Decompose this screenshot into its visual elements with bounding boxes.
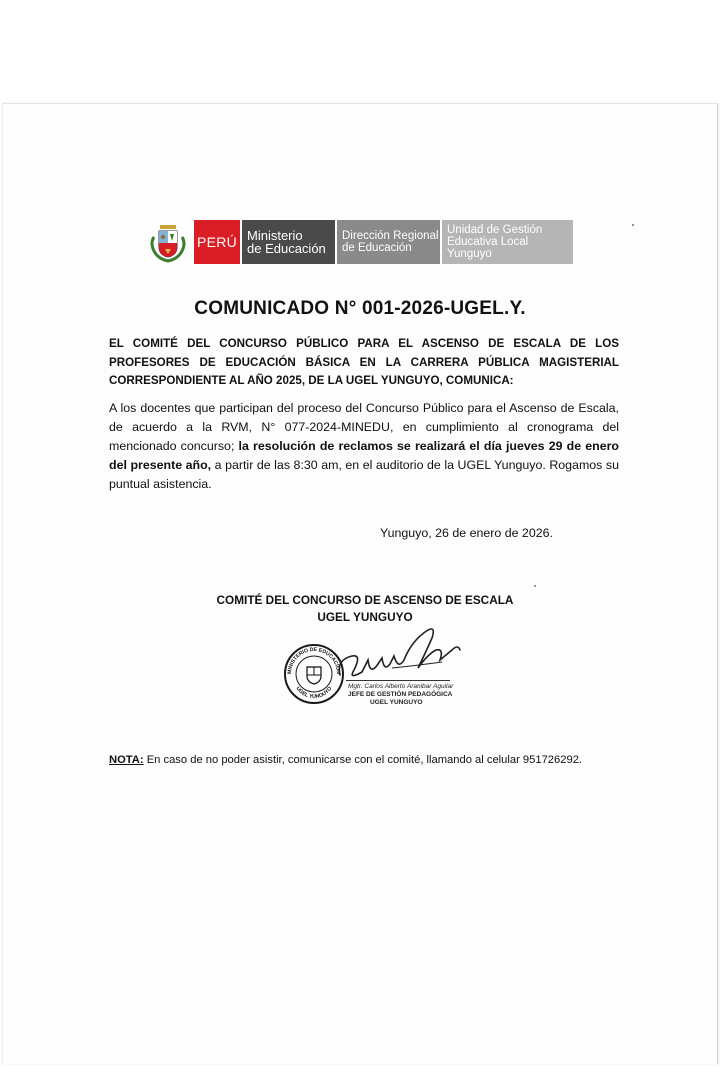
ministry-block: Ministerio de Educación <box>242 220 335 264</box>
peru-coat-of-arms-icon <box>150 221 186 263</box>
regional-directorate-block: Dirección Regional de Educación <box>337 220 440 264</box>
highlighted-date-text: la resolución de reclamos se realizará el día jueves 29 de enero del presente año, <box>109 439 619 472</box>
scan-speck <box>534 585 536 587</box>
note-label: NOTA: <box>109 754 144 766</box>
svg-text:UGEL YUNGUYO <box>295 686 334 700</box>
signature-line <box>346 680 450 681</box>
intro-paragraph: EL COMITÉ DEL CONCURSO PÚBLICO PARA EL ASCENSO DE ESCALA DE LOS PROFESORES DE EDUCACIÓN BÁSICA EN LA CARRERA PÚBLICA MAGISTERIAL CORRESPONDIENTE AL AÑO 2025, DE LA UGEL YUNGUYO, COMUNICA: <box>109 337 619 387</box>
body-paragraph: A los docentes que participan del proceso del Concurso Público para el Ascenso de Escala, de acuerdo a la RVM, N° 077-2024-MINEDU, en cumplimiento al cronograma del mencionado concurso; la resolución de reclamos se realizará el día jueves 29 de enero del presente año, a partir de las 8:30 am, en el auditorio de la UGEL Yunguyo. Rogamos su puntual asistencia. <box>109 401 619 491</box>
scan-speck <box>632 224 634 226</box>
ugel-block: Unidad de Gestión Educativa Local Yunguyo <box>442 220 573 264</box>
peru-label: PERÚ <box>194 220 240 264</box>
signer-details: Mgtr. Carlos Alberto Aranibar Aguilar JEFE DE GESTIÓN PEDAGÓGICA UGEL YUNGUYO <box>348 683 454 706</box>
document-title: COMUNICADO N° 001-2026-UGEL.Y. <box>194 298 526 319</box>
signature-heading: COMITÉ DEL CONCURSO DE ASCENSO DE ESCALA UGEL YUNGUYO <box>216 593 514 624</box>
seal-bottom-text: UGEL YUNGUYO <box>294 685 334 701</box>
seal-top-text: MINISTERIO DE EDUCACIÓN <box>286 646 342 675</box>
institution-header <box>150 220 582 264</box>
place-and-date: Yunguyo, 26 de enero de 2026. <box>380 526 553 540</box>
note-line: NOTA: En caso de no poder asistir, comunicarse con el comité, llamando al celular 951726292. <box>109 754 583 766</box>
